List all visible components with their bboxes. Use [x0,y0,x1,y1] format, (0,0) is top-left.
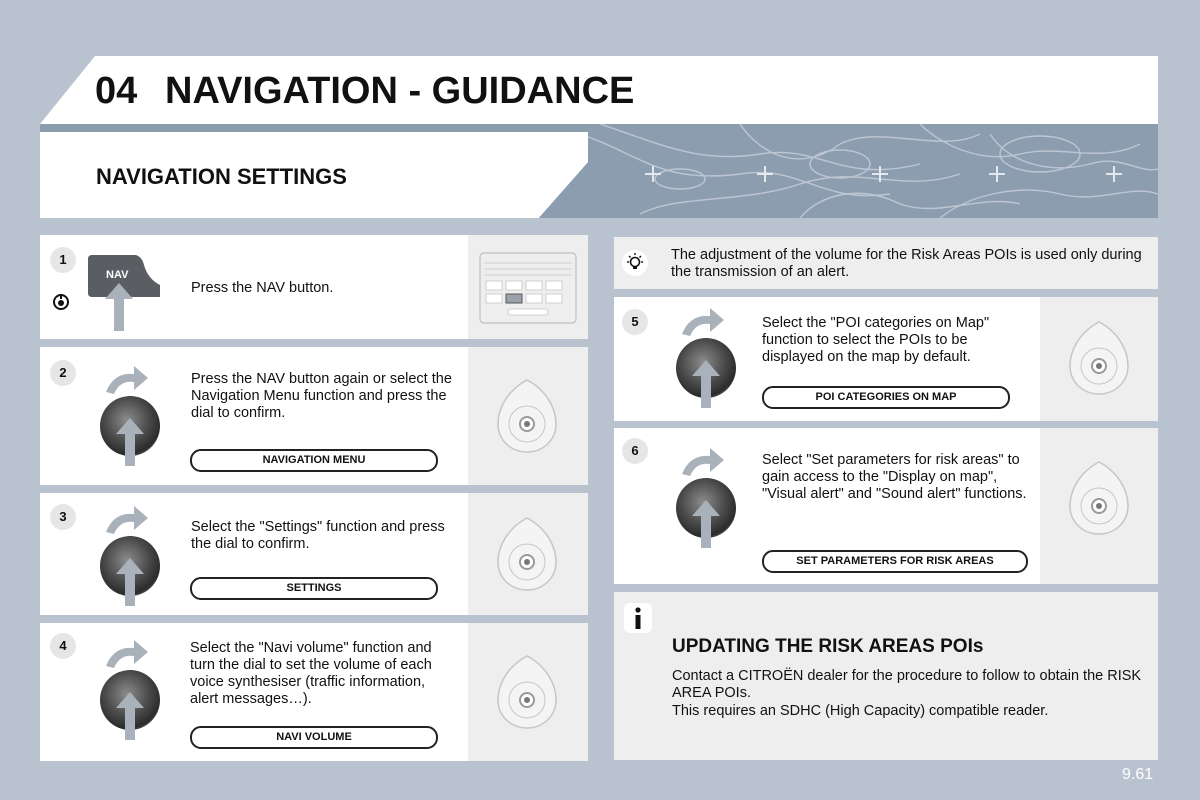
info-text-line2: This requires an SDHC (High Capacity) compatible reader. [672,703,1049,719]
set-parameters-label: SET PARAMETERS FOR RISK AREAS [762,550,1028,573]
steering-control-illustration [1068,460,1130,536]
settings-label: SETTINGS [190,577,438,600]
info-title: UPDATING THE RISK AREAS POIs [672,636,984,657]
step-2-text: Press the NAV button again or select the Navigation Menu function and press the dial to confirm. [191,371,452,421]
power-knob-icon [52,293,70,311]
press-arrow-icon [692,360,720,408]
step-3-text: Select the "Settings" function and press the dial to confirm. [191,519,445,552]
poi-categories-label: POI CATEGORIES ON MAP [762,386,1010,409]
turn-arrow-icon [680,448,724,476]
step-5-number: 5 [622,309,648,335]
chapter-title: NAVIGATION - GUIDANCE [165,70,635,112]
press-arrow-icon [116,418,144,466]
nav-button-label: NAV [106,269,129,281]
steering-control-illustration [496,654,558,730]
chapter-number: 04 [95,70,138,112]
info-icon [624,603,652,633]
turn-arrow-icon [680,308,724,336]
step-5-text: Select the "POI categories on Map" function to select the POIs to be displayed on the map by default. [762,315,990,365]
section-title: NAVIGATION SETTINGS [96,164,347,189]
step-3-number: 3 [50,504,76,530]
steering-control-illustration [496,378,558,454]
step-6-number: 6 [622,438,648,464]
lightbulb-icon [622,250,648,276]
page-number: 9.61 [1122,766,1154,783]
turn-arrow-icon [104,506,148,534]
step-4-text: Select the "Navi volume" function and turn the dial to set the volume of each voice synthesiser (traffic information, alert messages…). [190,640,432,707]
steering-control-illustration [1068,320,1130,396]
tip-text: The adjustment of the volume for the Risk Areas POIs is used only during the transmission of an alert. [671,247,1142,280]
step-2-number: 2 [50,360,76,386]
press-arrow-icon [116,692,144,740]
control-panel-illustration [468,235,588,339]
press-arrow-icon [105,283,133,331]
steering-control-illustration [496,516,558,592]
turn-arrow-icon [104,366,148,394]
navigation-menu-label: NAVIGATION MENU [190,449,438,472]
press-arrow-icon [692,500,720,548]
step-1-number: 1 [50,247,76,273]
step-6-text: Select "Set parameters for risk areas" to gain access to the "Display on map", "Visual alert" and "Sound alert" functions. [762,452,1027,502]
navi-volume-label: NAVI VOLUME [190,726,438,749]
turn-arrow-icon [104,640,148,668]
step-4-number: 4 [50,633,76,659]
press-arrow-icon [116,558,144,606]
step-1-text: Press the NAV button. [191,280,334,296]
info-text-line1: Contact a CITROËN dealer for the procedure to follow to obtain the RISK AREA POIs. [672,668,1142,701]
